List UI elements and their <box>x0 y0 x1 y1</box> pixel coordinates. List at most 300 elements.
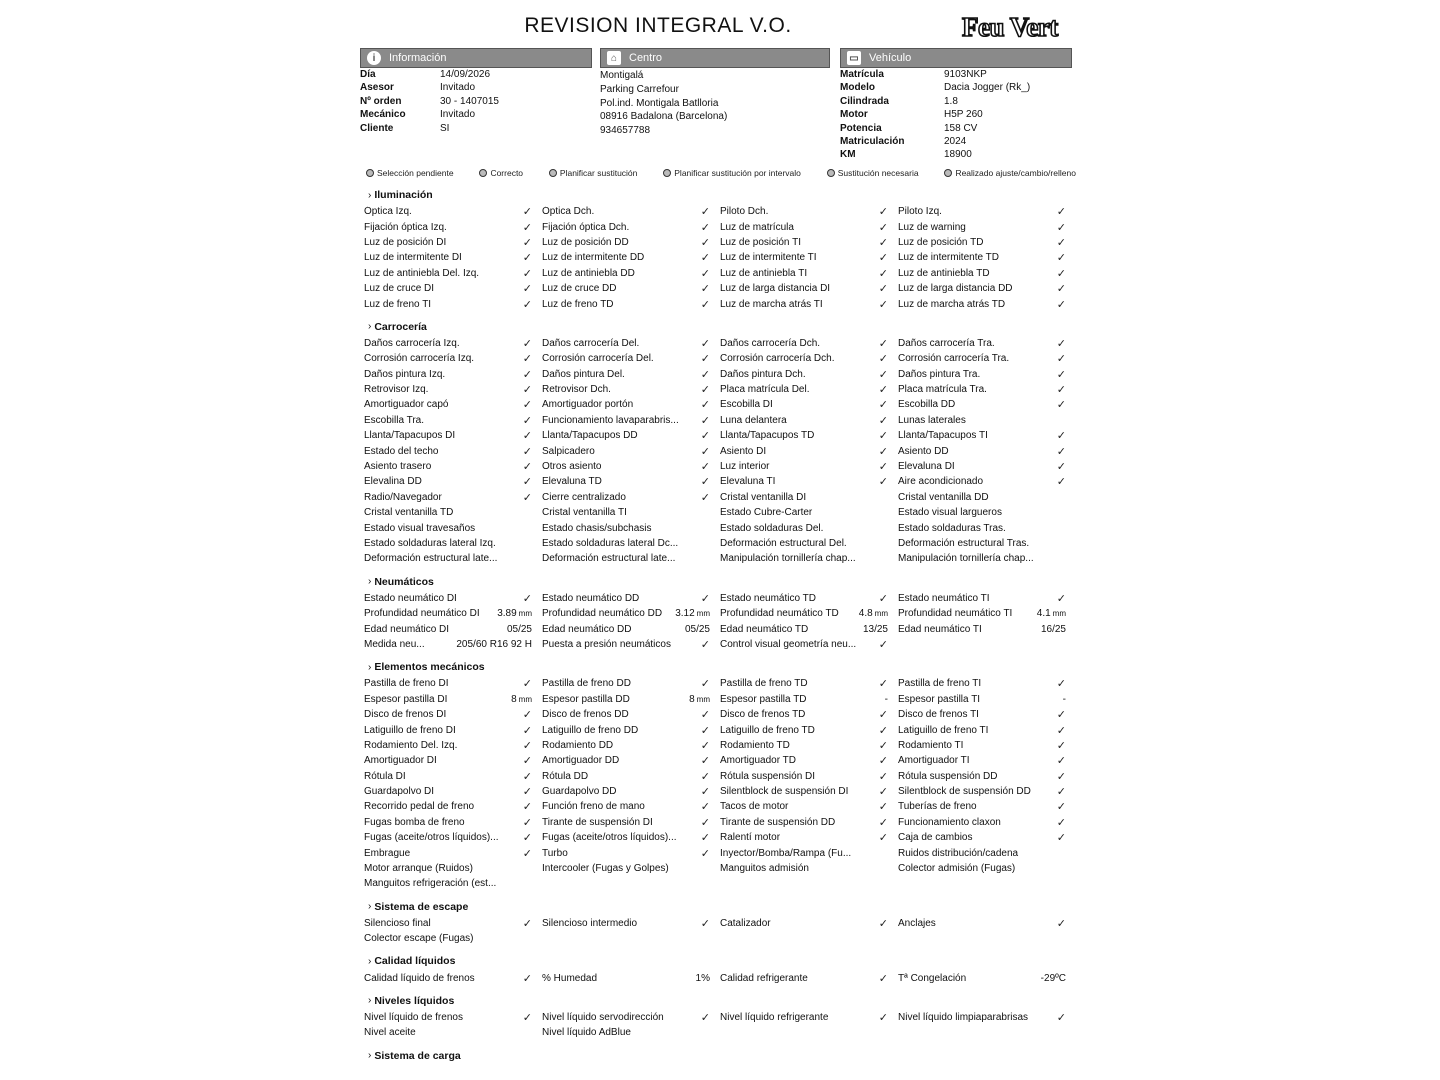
check-item <box>364 621 542 636</box>
centro-line: 934657788 <box>600 125 651 137</box>
check-item <box>542 204 720 219</box>
check-item <box>720 235 898 250</box>
check-item-label: Tirante de suspensión DD <box>720 816 836 828</box>
check-item <box>720 397 898 412</box>
check-item-label: Medida neu... <box>364 638 425 650</box>
check-item-label: Deformación estructural late... <box>364 553 498 565</box>
info-value: 30 - 1407015 <box>440 95 499 107</box>
centro-lines <box>600 68 830 138</box>
check-item <box>542 351 720 366</box>
chevron-right-icon: › <box>368 901 372 913</box>
check-item <box>720 520 898 535</box>
check-item <box>364 1025 542 1040</box>
check-icon: ✓ <box>878 445 888 458</box>
legend-item <box>479 168 523 178</box>
check-item <box>898 219 1076 234</box>
check-item-label: Profundidad neumático TI <box>898 608 1013 620</box>
check-icon: ✓ <box>1056 206 1066 219</box>
check-icon: ✓ <box>878 414 888 427</box>
check-item-label: Luz de freno TD <box>542 298 614 310</box>
check-item-label: Corrosión carrocería Izq. <box>364 353 475 365</box>
check-item-label: Función freno de mano <box>542 801 645 813</box>
check-icon: ✓ <box>878 252 888 265</box>
check-item <box>720 1025 898 1040</box>
check-icon: ✓ <box>1056 267 1066 280</box>
check-item-label: Rodamiento DD <box>542 739 614 751</box>
check-icon: ✓ <box>700 445 710 458</box>
check-item <box>720 351 898 366</box>
check-item <box>720 204 898 219</box>
panel-header-informacion <box>360 48 592 68</box>
check-icon: ✓ <box>522 801 532 814</box>
check-item-label: Luz de warning <box>898 221 966 233</box>
check-item-label: Estado soldaduras Tras. <box>898 522 1006 534</box>
check-item <box>898 753 1076 768</box>
check-item <box>364 551 542 566</box>
chevron-right-icon: › <box>368 1050 372 1062</box>
check-item <box>720 591 898 606</box>
check-item <box>542 637 720 652</box>
status-dot-icon <box>366 169 374 177</box>
check-item-label: Edad neumático DI <box>364 623 450 635</box>
check-icon: ✓ <box>1056 337 1066 350</box>
check-icon: ✓ <box>878 399 888 412</box>
check-item-label: Aire acondicionado <box>898 476 984 488</box>
check-item-label: Corrosión carrocería Tra. <box>898 353 1010 365</box>
check-item-label: Silencioso final <box>364 917 431 929</box>
check-item-label: Estado Cubre-Carter <box>720 507 813 519</box>
check-icon: ✓ <box>522 476 532 489</box>
check-icon: ✓ <box>878 678 888 691</box>
check-icon: ✓ <box>878 461 888 474</box>
check-item <box>720 606 898 621</box>
check-item <box>364 830 542 845</box>
check-icon: ✓ <box>522 832 532 845</box>
info-row <box>840 148 1072 161</box>
check-item-label: Silentblock de suspensión DI <box>720 786 849 798</box>
check-item-label: Rótula suspensión DI <box>720 770 816 782</box>
info-icon: i <box>367 51 381 65</box>
check-item-label: Calidad líquido de frenos <box>364 972 475 984</box>
check-item-value: 16/25 <box>1040 623 1066 635</box>
check-icon: ✓ <box>700 298 710 311</box>
check-icon: ✓ <box>522 283 532 296</box>
check-item-value: 13/25 <box>862 623 888 635</box>
check-icon: ✓ <box>878 476 888 489</box>
check-item-label: Pastilla de freno DI <box>364 678 449 690</box>
check-item <box>364 413 542 428</box>
check-item-label: Nivel líquido AdBlue <box>542 1027 631 1039</box>
check-icon: ✓ <box>700 252 710 265</box>
check-item-label: Catalizador <box>720 917 771 929</box>
status-dot-icon <box>549 169 557 177</box>
check-item <box>898 351 1076 366</box>
legend-item <box>663 168 801 178</box>
check-item <box>898 970 1076 985</box>
check-icon: ✓ <box>700 384 710 397</box>
check-item-label: Luna delantera <box>720 414 787 426</box>
info-key: Mecánico <box>360 109 406 121</box>
check-item <box>720 266 898 281</box>
check-item-value: 4.8 <box>858 608 873 620</box>
check-item-label: Luz de matrícula <box>720 221 794 233</box>
check-icon: ✓ <box>878 368 888 381</box>
info-key: Matriculación <box>840 136 905 148</box>
check-item-label: Rótula suspensión DD <box>898 770 998 782</box>
info-row <box>840 108 1072 121</box>
status-dot-icon <box>944 169 952 177</box>
info-value: 158 CV <box>944 122 978 134</box>
check-item-unit: mm <box>1052 609 1066 619</box>
legend-label: Correcto <box>490 168 524 178</box>
check-item <box>898 459 1076 474</box>
chevron-right-icon: › <box>368 576 372 588</box>
info-value: Dacia Jogger (Rk_) <box>944 82 1031 94</box>
check-item <box>542 722 720 737</box>
check-icon: ✓ <box>1056 368 1066 381</box>
check-item <box>542 336 720 351</box>
check-item-value: 3.89 <box>497 608 517 620</box>
check-item <box>898 397 1076 412</box>
check-item-value: 8 <box>511 693 517 705</box>
check-item <box>542 621 720 636</box>
check-item <box>364 970 542 985</box>
check-item <box>898 738 1076 753</box>
info-value: SI <box>440 122 450 134</box>
check-item-label: Piloto Dch. <box>720 206 769 218</box>
section-gap <box>364 1065 1076 1071</box>
check-item <box>720 382 898 397</box>
check-item <box>364 235 542 250</box>
info-value: 14/09/2026 <box>440 69 491 80</box>
section-title-label: Neumáticos <box>374 575 434 588</box>
check-item <box>364 676 542 691</box>
check-item <box>720 722 898 737</box>
check-item-label: Asiento DD <box>898 445 949 457</box>
check-icon: ✓ <box>700 461 710 474</box>
check-item <box>898 815 1076 830</box>
section-grid <box>364 970 1076 985</box>
info-value: 9103NKP <box>944 69 987 80</box>
check-item-label: Rodamiento Del. Izq. <box>364 739 458 751</box>
panel-informacion <box>360 48 592 135</box>
check-item <box>364 204 542 219</box>
info-key: Modelo <box>840 82 875 94</box>
section-title-label: Sistema de escape <box>374 900 469 913</box>
check-item-label: Tª Congelación <box>898 972 967 984</box>
check-item-label: Asiento DI <box>720 445 767 457</box>
check-icon: ✓ <box>878 832 888 845</box>
info-row <box>840 135 1072 148</box>
check-icon: ✓ <box>522 972 532 985</box>
check-icon: ✓ <box>1056 709 1066 722</box>
check-item <box>364 784 542 799</box>
check-item <box>898 916 1076 931</box>
check-item-label: Fijación óptica Dch. <box>542 221 630 233</box>
check-icon: ✓ <box>522 461 532 474</box>
panel-title: Centro <box>629 52 663 64</box>
check-item-label: Estado soldaduras lateral Dc... <box>542 538 679 549</box>
check-icon: ✓ <box>878 337 888 350</box>
check-item-label: Corrosión carrocería Dch. <box>720 353 835 365</box>
check-item <box>720 637 898 652</box>
check-item <box>542 428 720 443</box>
check-icon: ✓ <box>878 384 888 397</box>
check-item-label: Daños pintura Dch. <box>720 368 806 380</box>
page-title: REVISION INTEGRAL V.O. <box>524 14 792 37</box>
panel-vehiculo <box>840 48 1072 162</box>
check-item <box>364 738 542 753</box>
check-item <box>542 281 720 296</box>
check-item-label: Espesor pastilla DI <box>364 693 448 705</box>
info-row <box>840 68 1072 81</box>
info-key: Día <box>360 69 376 80</box>
centro-line: Pol.ind. Montigala Batlloria <box>600 97 719 109</box>
info-row <box>360 95 592 108</box>
check-item-label: Tuberías de freno <box>898 801 977 813</box>
check-icon: ✓ <box>700 739 710 752</box>
check-icon: ✓ <box>522 816 532 829</box>
check-icon: ✓ <box>522 445 532 458</box>
check-item-label: Espesor pastilla DD <box>542 693 630 705</box>
check-item-label: Nivel líquido de frenos <box>364 1011 463 1023</box>
info-row <box>360 81 592 94</box>
section-title <box>364 186 1076 204</box>
check-item <box>542 815 720 830</box>
check-item-label: Manipulación tornillería chap... <box>720 553 856 565</box>
section-title <box>364 898 1076 916</box>
check-item <box>720 830 898 845</box>
check-item-label: Latiguillo de freno TD <box>720 724 815 736</box>
check-icon: ✓ <box>522 252 532 265</box>
check-item <box>364 1010 542 1025</box>
check-item <box>720 459 898 474</box>
check-item-label: Asiento trasero <box>364 461 432 473</box>
check-icon: ✓ <box>1056 678 1066 691</box>
check-item <box>898 336 1076 351</box>
check-item <box>542 845 720 860</box>
status-legend <box>366 168 1076 178</box>
check-item <box>542 861 720 876</box>
check-item-label: Elevaluna TD <box>542 476 602 488</box>
check-item <box>720 219 898 234</box>
check-item-label: Luz de posición DD <box>542 236 629 248</box>
check-icon: ✓ <box>1056 461 1066 474</box>
check-icon: ✓ <box>1056 592 1066 605</box>
check-item <box>364 815 542 830</box>
check-item <box>720 281 898 296</box>
check-icon: ✓ <box>700 592 710 605</box>
check-item-label: Luz de larga distancia DD <box>898 283 1013 295</box>
check-item <box>364 845 542 860</box>
check-item <box>720 551 898 566</box>
check-icon: ✓ <box>700 755 710 768</box>
check-item-label: Daños carrocería Del. <box>542 337 640 349</box>
check-item <box>364 876 542 891</box>
check-item <box>364 861 542 876</box>
check-item <box>720 367 898 382</box>
info-value: 18900 <box>944 149 972 161</box>
check-item-value: 3.12 <box>675 608 695 620</box>
check-icon: ✓ <box>878 236 888 249</box>
check-icon: ✓ <box>700 786 710 799</box>
check-item <box>364 722 542 737</box>
check-item <box>898 520 1076 535</box>
check-icon: ✓ <box>700 491 710 504</box>
check-icon: ✓ <box>1056 430 1066 443</box>
check-item-value: - <box>1062 693 1066 705</box>
check-item-unit: mm <box>696 694 710 704</box>
check-icon: ✓ <box>1056 801 1066 814</box>
check-item <box>898 676 1076 691</box>
check-item-label: Llanta/Tapacupos TI <box>898 430 988 442</box>
check-item <box>542 520 720 535</box>
legend-label: Planificar sustitución <box>559 168 638 178</box>
check-item-label: Anclajes <box>898 917 936 929</box>
check-item-label: Radio/Navegador <box>364 491 442 503</box>
check-item-label: Tacos de motor <box>720 801 789 813</box>
info-key: Cliente <box>360 122 394 134</box>
check-item-label: Llanta/Tapacupos TD <box>720 430 815 442</box>
check-icon: ✓ <box>700 267 710 280</box>
check-item-label: Pastilla de freno DD <box>542 678 631 690</box>
check-icon: ✓ <box>878 755 888 768</box>
info-rows <box>360 68 592 135</box>
check-item-label: Deformación estructural Del. <box>720 538 847 549</box>
check-item <box>364 266 542 281</box>
panel-title: Información <box>389 52 447 64</box>
check-item-label: Colector escape (Fugas) <box>364 933 474 945</box>
check-item-label: Daños pintura Del. <box>542 368 625 380</box>
check-icon: ✓ <box>1056 770 1066 783</box>
check-icon: ✓ <box>1056 755 1066 768</box>
check-item-label: Estado chasis/subchasis <box>542 522 652 534</box>
check-icon: ✓ <box>878 739 888 752</box>
check-item-value: 1% <box>695 972 710 984</box>
check-item-label: Luz de intermitente DI <box>364 252 462 264</box>
check-item-label: Óptica Izq. <box>364 206 412 218</box>
info-row <box>840 95 1072 108</box>
check-item-label: Ralentí motor <box>720 832 781 844</box>
check-item-unit: mm <box>518 609 532 619</box>
check-item <box>720 861 898 876</box>
check-item <box>364 351 542 366</box>
check-item <box>720 474 898 489</box>
legend-label: Planificar sustitución por intervalo <box>674 168 801 178</box>
check-item <box>720 536 898 551</box>
check-icon: ✓ <box>522 337 532 350</box>
check-icon: ✓ <box>1056 445 1066 458</box>
check-icon: ✓ <box>522 399 532 412</box>
check-icon: ✓ <box>1056 724 1066 737</box>
check-item-label: Salpicadero <box>542 445 595 457</box>
check-item-label: Espesor pastilla TI <box>898 693 981 705</box>
check-item <box>542 591 720 606</box>
check-item <box>542 1010 720 1025</box>
check-item <box>898 505 1076 520</box>
check-item <box>364 250 542 265</box>
check-item-label: Luz de larga distancia DI <box>720 283 831 295</box>
check-item <box>364 296 542 311</box>
check-item-label: Caja de cambios <box>898 832 973 844</box>
check-item-label: Pastilla de freno TD <box>720 678 808 690</box>
check-item-label: Luz de antiniebla DD <box>542 267 635 279</box>
check-icon: ✓ <box>878 801 888 814</box>
check-item-label: Amortiguador DI <box>364 755 437 767</box>
check-item <box>720 443 898 458</box>
check-item-label: Daños carrocería Dch. <box>720 337 821 349</box>
check-item-label: Estado soldaduras Del. <box>720 522 824 534</box>
check-item-label: Luz de intermitente TI <box>720 252 817 264</box>
check-item <box>898 428 1076 443</box>
check-item-label: Turbo <box>542 847 568 859</box>
check-item <box>898 621 1076 636</box>
check-item-label: Nivel aceite <box>364 1027 416 1039</box>
info-value: 2024 <box>944 136 967 148</box>
section-grid <box>364 204 1076 312</box>
check-icon: ✓ <box>700 236 710 249</box>
check-item-label: Fugas (aceite/otros líquidos)... <box>542 832 677 844</box>
check-item <box>898 490 1076 505</box>
check-item <box>542 916 720 931</box>
section-grid <box>364 676 1076 891</box>
check-item <box>542 738 720 753</box>
check-item <box>898 413 1076 428</box>
check-item <box>720 931 898 946</box>
check-item <box>364 753 542 768</box>
chevron-right-icon: › <box>368 955 372 967</box>
check-item-label: Luz de freno TI <box>364 298 432 310</box>
check-item <box>542 413 720 428</box>
check-item <box>542 296 720 311</box>
check-icon: ✓ <box>1056 739 1066 752</box>
check-item-label: Amortiguador DD <box>542 755 620 767</box>
check-item <box>364 281 542 296</box>
centro-line: Montigalá <box>600 70 644 81</box>
check-item-label: Escobilla Tra. <box>364 414 425 426</box>
check-item <box>542 753 720 768</box>
section-title-label: Sistema de carga <box>374 1049 461 1062</box>
check-item-label: Guardapolvo DI <box>364 786 435 798</box>
info-row <box>360 68 592 81</box>
check-icon: ✓ <box>700 816 710 829</box>
check-item <box>364 336 542 351</box>
section-title <box>364 318 1076 336</box>
check-item-label: Edad neumático TI <box>898 623 982 635</box>
check-item <box>898 266 1076 281</box>
check-icon: ✓ <box>522 1011 532 1024</box>
check-icon: ✓ <box>878 786 888 799</box>
check-item-label: Piloto Izq. <box>898 206 942 218</box>
check-item <box>542 235 720 250</box>
check-item <box>720 753 898 768</box>
check-item-label: Guardapolvo DD <box>542 786 617 798</box>
check-item <box>542 250 720 265</box>
check-icon: ✓ <box>878 917 888 930</box>
check-icon: ✓ <box>1056 252 1066 265</box>
check-icon: ✓ <box>700 283 710 296</box>
status-dot-icon <box>827 169 835 177</box>
check-item <box>542 397 720 412</box>
check-icon: ✓ <box>700 337 710 350</box>
check-item-label: Control visual geometría neu... <box>720 638 857 650</box>
panel-title: Vehículo <box>869 52 912 64</box>
check-item <box>542 266 720 281</box>
check-item <box>720 296 898 311</box>
check-item-label: Daños pintura Tra. <box>898 368 981 380</box>
check-icon: ✓ <box>522 786 532 799</box>
check-item <box>720 707 898 722</box>
